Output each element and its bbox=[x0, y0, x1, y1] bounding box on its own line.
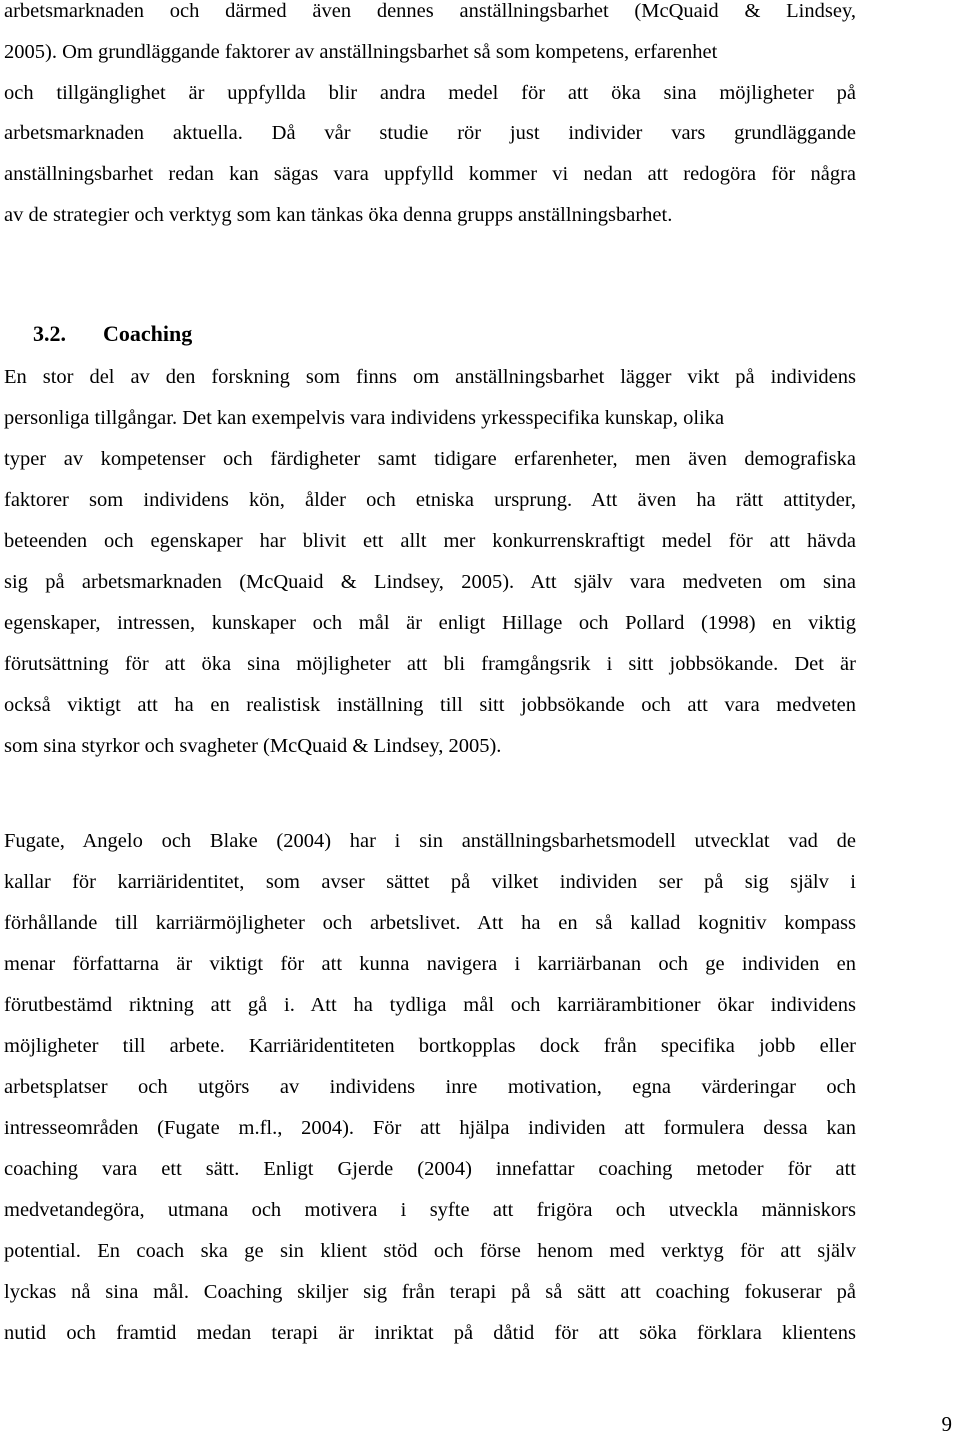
text-line: arbetsmarknaden och därmed även dennes anställningsbarhet (McQuaid & Lindsey, bbox=[4, 0, 856, 22]
text-line: beteenden och egenskaper har blivit ett allt mer konkurrenskraftigt medel för att hävda bbox=[4, 530, 856, 552]
text-line: också viktigt att ha en realistisk inställning till sitt jobbsökande och att vara medveten bbox=[4, 694, 856, 716]
text-line: coaching vara ett sätt. Enligt Gjerde (2004) innefattar coaching metoder för att bbox=[4, 1158, 856, 1180]
text-line: intresseområden (Fugate m.fl., 2004). För att hjälpa individen att formulera dessa kan bbox=[4, 1117, 856, 1139]
text-line: En stor del av den forskning som finns om anställningsbarhet lägger vikt på individens bbox=[4, 366, 856, 388]
text-line: personliga tillgångar. Det kan exempelvis vara individens yrkesspecifika kunskap, olika bbox=[4, 407, 725, 429]
text-line: potential. En coach ska ge sin klient stöd och förse henom med verktyg för att själv bbox=[4, 1240, 856, 1262]
text-line: typer av kompetenser och färdigheter samt tidigare erfarenheter, men även demografiska bbox=[4, 448, 856, 470]
text-line: menar författarna är viktigt för att kunna navigera i karriärbanan och ge individen en bbox=[4, 953, 856, 975]
text-line: nutid och framtid medan terapi är inriktat på dåtid för att söka förklara klientens bbox=[4, 1322, 856, 1344]
text-line: medvetandegöra, utmana och motivera i syfte att frigöra och utveckla människors bbox=[4, 1199, 856, 1221]
text-line: 2005). Om grundläggande faktorer av anställningsbarhet så som kompetens, erfarenhet bbox=[4, 41, 718, 63]
text-line: förutsättning för att öka sina möjligheter att bli framgångsrik i sitt jobbsökande. Det är bbox=[4, 653, 856, 675]
page-number: 9 bbox=[941, 1412, 952, 1436]
text-line: anställningsbarhet redan kan sägas vara uppfylld kommer vi nedan att redogöra för några bbox=[4, 163, 856, 185]
text-line: och tillgänglighet är uppfyllda blir andra medel för att öka sina möjligheter på bbox=[4, 82, 856, 104]
section-heading bbox=[33, 320, 192, 348]
text-line: faktorer som individens kön, ålder och etniska ursprung. Att även ha rätt attityder, bbox=[4, 489, 856, 511]
text-line: lyckas nå sina mål. Coaching skiljer sig från terapi på så sätt att coaching fokuserar på bbox=[4, 1281, 856, 1303]
text-line: egenskaper, intressen, kunskaper och mål är enligt Hillage och Pollard (1998) en viktig bbox=[4, 612, 856, 634]
section-title: Coaching bbox=[103, 321, 193, 346]
text-line: arbetsmarknaden aktuella. Då vår studie rör just individer vars grundläggande bbox=[4, 122, 856, 144]
text-line: av de strategier och verktyg som kan tänkas öka denna grupps anställningsbarhet. bbox=[4, 204, 673, 226]
section-number: 3.2. bbox=[33, 321, 66, 346]
text-line: möjligheter till arbete. Karriäridentiteten bortkopplas dock från specifika jobb eller bbox=[4, 1035, 856, 1057]
text-line: som sina styrkor och svagheter (McQuaid & Lindsey, 2005). bbox=[4, 735, 502, 757]
text-line: sig på arbetsmarknaden (McQuaid & Lindsey, 2005). Att själv vara medveten om sina bbox=[4, 571, 856, 593]
text-line: arbetsplatser och utgörs av individens inre motivation, egna värderingar och bbox=[4, 1076, 856, 1098]
text-line: Fugate, Angelo och Blake (2004) har i sin anställningsbarhetsmodell utvecklat vad de bbox=[4, 830, 856, 852]
text-line: förutbestämd riktning att gå i. Att ha tydliga mål och karriärambitioner ökar individens bbox=[4, 994, 856, 1016]
text-line: kallar för karriäridentitet, som avser sättet på vilket individen ser på sig själv i bbox=[4, 871, 856, 893]
text-line: förhållande till karriärmöjligheter och arbetslivet. Att ha en så kallad kognitiv kompass bbox=[4, 912, 856, 934]
